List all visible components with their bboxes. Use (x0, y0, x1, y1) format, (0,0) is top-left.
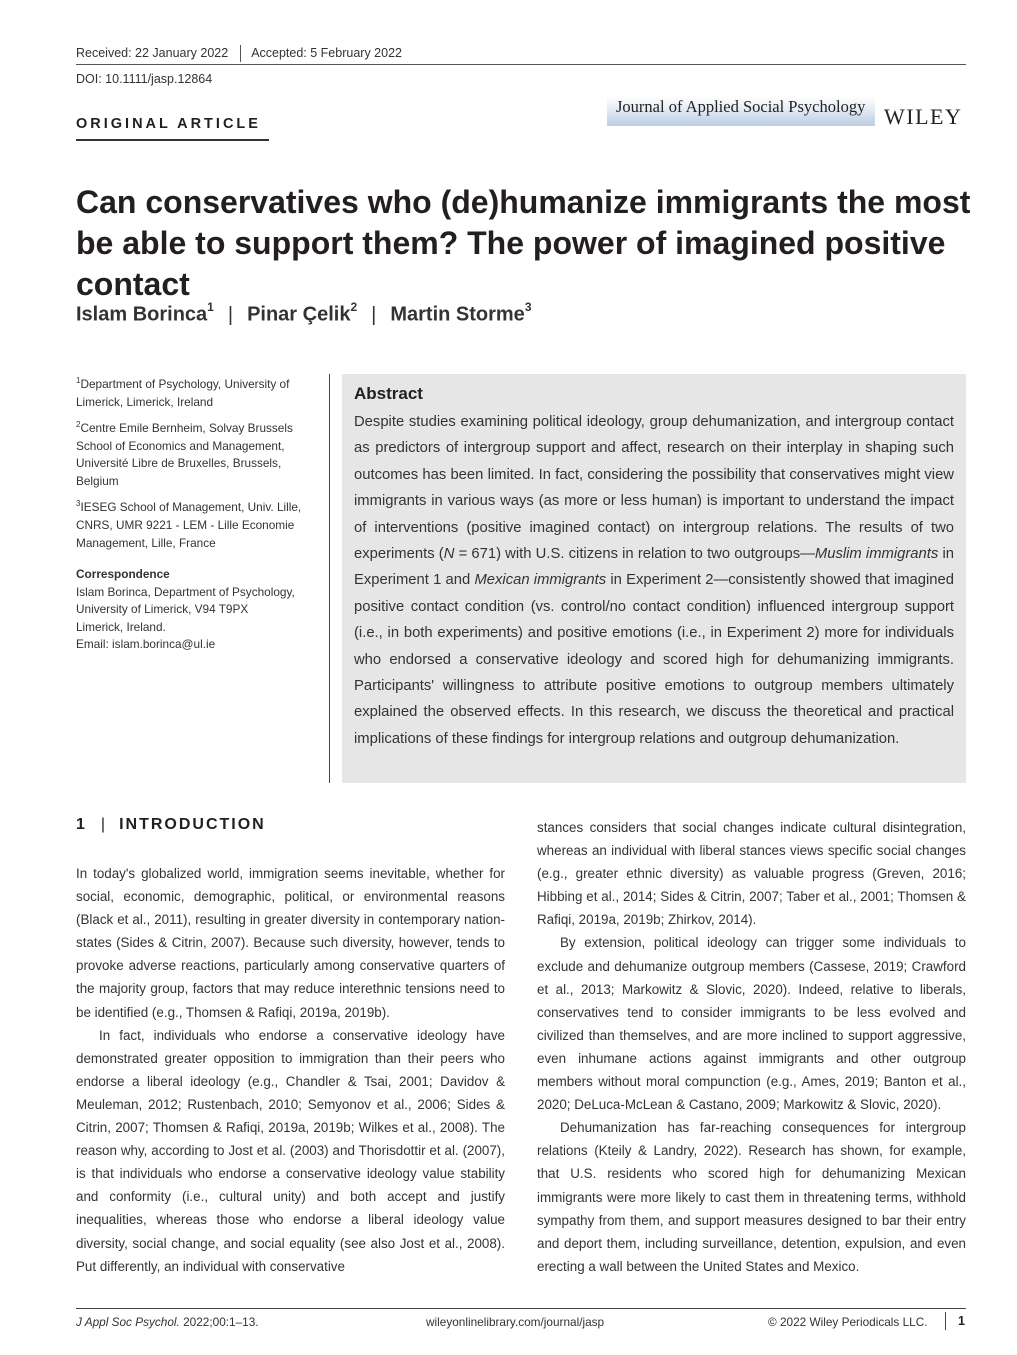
doi[interactable]: DOI: 10.1111/jasp.12864 (76, 72, 213, 86)
affiliation (76, 372, 316, 411)
footer-rule (76, 1308, 966, 1309)
author-affil-marker: 3 (524, 300, 532, 314)
author-name[interactable]: Martin Storme (390, 303, 525, 326)
correspondence-line: University of Limerick, V94 T9PX (76, 602, 249, 617)
paragraph: stances considers that social changes indicate cultural disintegration, whereas an individual with liberal stances views specific social changes (e.g., greater ethnic diversity) as valuable progress (Greven, 2016; Hibbing et al., 2014; Sides & Citrin, 2007; Taber et al., 2001; Thomsen & Rafiqi, 2019a, 2019b; Zhirkov, 2014). (537, 820, 966, 928)
footer-divider (945, 1312, 946, 1330)
abstract-n-label: N (443, 546, 455, 563)
article-type-underline (76, 139, 269, 141)
section-separator: | (100, 816, 106, 833)
abstract-group: Mexican immigrants (474, 572, 607, 589)
body-column-right (537, 816, 966, 1278)
author-name[interactable]: Pinar Çelik (247, 303, 351, 326)
paragraph: In today's globalized world, immigration seems inevitable, whether for social, economic, demographic, political, or environmental reasons (Black et al., 2011), resulting in greater diversity in contemporary nation-states (Sides & Citrin, 2007). Because such diversity, however, tends to provoke adverse reactions, particularly among conservative quarters of the majority group, factors that may reduce interethnic tensions need to be identified (e.g., Thomsen & Rafiqi, 2019a, 2019b). (76, 866, 505, 1020)
affiliation (76, 495, 316, 552)
affiliations (76, 372, 316, 654)
author-separator: | (227, 303, 234, 326)
header-rule (76, 64, 966, 65)
section-title: INTRODUCTION (119, 816, 266, 833)
page-number: 1 (958, 1314, 965, 1328)
abstract-text (354, 409, 954, 752)
affiliation-marker: 3 (76, 499, 81, 509)
publisher-logo[interactable]: WILEY (884, 104, 963, 129)
correspondence-heading: Correspondence (76, 567, 170, 582)
section-number: 1 (76, 816, 87, 833)
author-affil-marker: 2 (350, 300, 358, 314)
affiliation (76, 416, 316, 490)
correspondence-line: Limerick, Ireland. (76, 619, 166, 634)
author-list (76, 302, 532, 327)
author-name[interactable]: Islam Borinca (76, 303, 208, 326)
section-heading (76, 816, 266, 834)
article-type: ORIGINAL ARTICLE (76, 116, 261, 132)
received-date: Received: 22 January 2022 (76, 45, 229, 60)
paragraph: Dehumanization has far-reaching consequences for intergroup relations (Kteily & Landry, 2022). Research has shown, for example, that U.S. residents who scored high for dehumanizing Mexican immigrants were more likely to cast them in threatening terms, withhold sympathy from them, and support measures designed to bar their entry and deport them, including surveillance, detention, expulsion, and even erecting a wall between the United States and Mexico. (537, 1120, 966, 1274)
affiliation-marker: 2 (76, 420, 81, 430)
author-affil-marker: 1 (207, 300, 214, 314)
journal-name[interactable]: Journal of Applied Social Psychology (616, 97, 866, 116)
affiliation-text: Centre Emile Bernheim, Solvay Brussels School of Economics and Management, Université Libre de Bruxelles, Brussels, Belgium (76, 421, 293, 488)
abstract-group: Muslim immigrants (814, 546, 939, 563)
abstract-segment: in Experiment 2—consistently showed that imagined positive contact condition (vs. control/no contact condition) influenced intergroup support (i.e., in both experiments) and positive emotions (i.e., in Experiment 2) more for individuals who endorsed a conservative ideology and scored high for dehumanizing immigrants. Participants' willingness to attribute positive emotions to outgroup members ultimately explained the observed effects. In this research, we discuss the theoretical and practical implications of these findings for intergroup relations and outgroup dehumanization. (354, 572, 954, 747)
footer-url[interactable]: wileyonlinelibrary.com/journal/jasp (426, 1315, 605, 1329)
citation-details: 2022;00:1–13. (179, 1315, 259, 1329)
body-column-left (76, 862, 505, 1278)
abstract-segment: in Experiment 1 and (354, 546, 954, 589)
author-separator: | (371, 303, 377, 326)
paragraph: By extension, political ideology can trigger some individuals to exclude and dehumanize outgroup members (Cassese, 2019; Crawford et al., 2013; Markowitz & Slovic, 2020). Indeed, relative to liberals, conservatives tend to consider immigrants to be less evolved and civilized than themselves, and are more inclined to support aggressive, even inhumane actions against immigrants and other outgroup members without moral compunction (e.g., Ames, 2019; Banton et al., 2020; DeLuca-McLean & Castano, 2009; Markowitz & Slovic, 2020). (537, 935, 966, 1113)
footer-copyright: © 2022 Wiley Periodicals LLC. (768, 1315, 928, 1329)
affiliation-text: IESEG School of Management, Univ. Lille, CNRS, UMR 9221 - LEM - Lille Economie Management, Lille, France (76, 500, 302, 550)
affiliation-marker: 1 (76, 376, 81, 385)
accepted-date: Accepted: 5 February 2022 (251, 45, 402, 60)
citation-journal: J Appl Soc Psychol. (76, 1315, 180, 1329)
abstract-segment: = 671) with U.S. citizens in relation to two outgroups— (454, 546, 815, 563)
correspondence-line: Islam Borinca, Department of Psychology, (76, 584, 295, 599)
date-divider (240, 45, 241, 62)
correspondence-email[interactable]: Email: islam.borinca@ul.ie (76, 637, 216, 652)
affiliation-text: Department of Psychology, University of Limerick, Limerick, Ireland (76, 376, 290, 409)
publication-dates (76, 45, 402, 62)
footer-citation (76, 1315, 259, 1329)
article-title: Can conservatives who (de)humanize immigrants the most be able to support them? The power of imagined positive contact (76, 184, 971, 302)
paragraph: In fact, individuals who endorse a conservative ideology have demonstrated greater opposition to immigration than their peers who endorse a liberal ideology (e.g., Chandler & Tsai, 2001; Davidov & Meuleman, 2012; Rustenbach, 2010; Semyonov et al., 2006; Sides & Citrin, 2007; Thomsen & Rafiqi, 2019a, 2019b; Wilkes et al., 2008). The reason why, according to Jost et al. (2003) and Thorisdottir et al. (2007), is that individuals who endorse a conservative ideology value stability and conformity (i.e., cultural unity) and both accept and justify inequalities, whereas those who endorse a liberal ideology value diversity, social change, and social equality (see also Jost et al., 2008). Put differently, an individual with conservative (76, 1027, 505, 1274)
abstract-heading: Abstract (354, 384, 423, 403)
abstract-segment: Despite studies examining political ideology, group dehumanization, and intergroup contact as predictors of intergroup support and affect, research on their interplay in shaping such outcomes has been limited. In fact, considering the possibility that conservatives might view immigrants in various ways (as more or less human) is important to understand the impact of interventions (positive imagined contact) on intergroup relations. The results of two experiments ( (354, 414, 954, 563)
affiliation-divider (329, 374, 330, 783)
